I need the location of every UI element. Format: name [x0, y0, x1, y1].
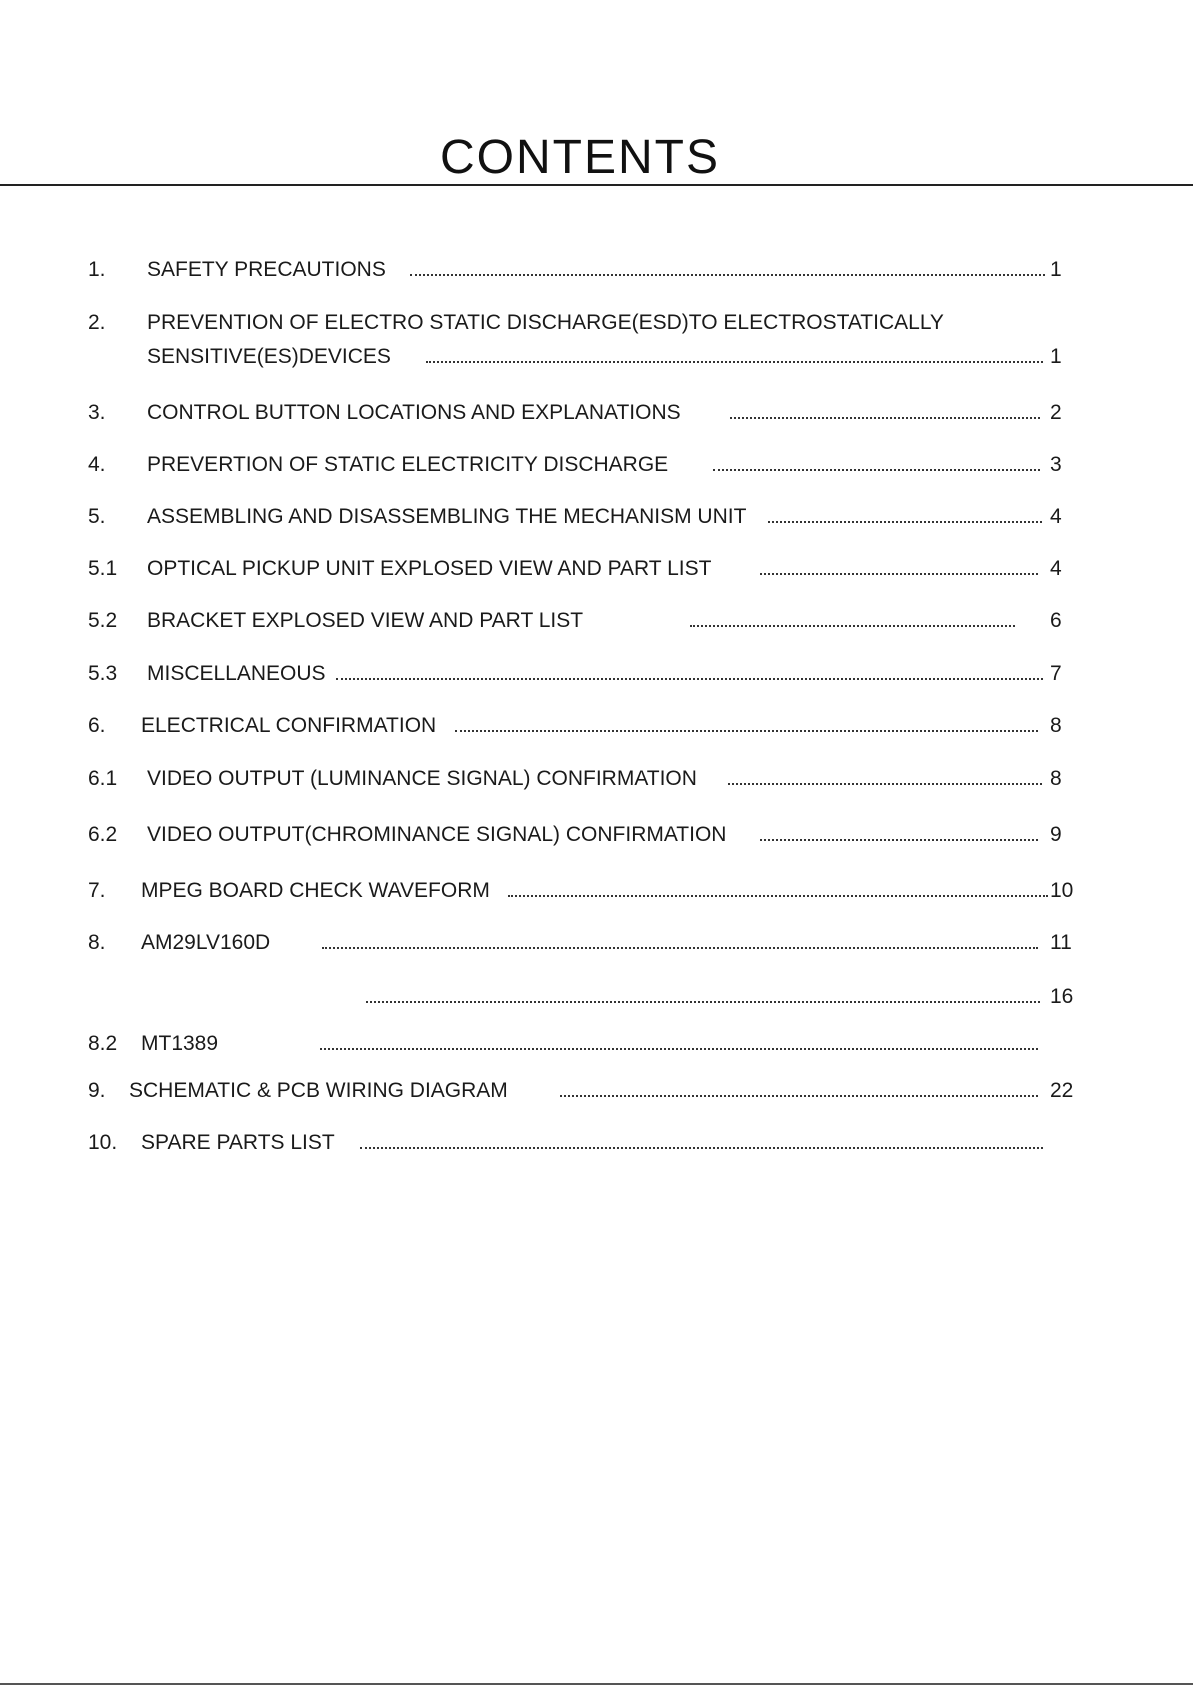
toc-entry-page: 8 — [1050, 714, 1062, 737]
toc-entry[interactable] — [0, 930, 1193, 956]
toc-entry[interactable] — [0, 984, 1193, 1010]
toc-entry-title: OPTICAL PICKUP UNIT EXPLOSED VIEW AND PART LIST — [147, 557, 712, 580]
dot-leader — [455, 730, 1038, 732]
toc-entry[interactable] — [0, 452, 1193, 478]
dot-leader — [360, 1147, 1043, 1149]
toc-entry-number: 7. — [88, 879, 106, 902]
toc-entry-title: SCHEMATIC & PCB WIRING DIAGRAM — [129, 1079, 508, 1102]
toc-entry-title: MISCELLANEOUS — [147, 662, 326, 685]
toc-entry-page: 10 — [1050, 879, 1074, 902]
toc-entry-number: 6.2 — [88, 823, 118, 846]
title-divider — [0, 184, 1193, 186]
dot-leader — [410, 274, 1045, 276]
toc-entry-number: 5.1 — [88, 557, 118, 580]
toc-entry-page: 4 — [1050, 505, 1062, 528]
toc-entry-number: 9. — [88, 1079, 106, 1102]
toc-entry-page: 7 — [1050, 662, 1062, 685]
dot-leader — [426, 361, 1043, 363]
toc-entry[interactable] — [0, 878, 1193, 904]
dot-leader — [508, 895, 1048, 897]
toc-entry[interactable] — [0, 504, 1193, 530]
toc-entry-number: 5.3 — [88, 662, 118, 685]
toc-entry-title: SAFETY PRECAUTIONS — [147, 258, 386, 281]
toc-entry-number: 4. — [88, 453, 106, 476]
toc-entry-title: PREVENTION OF ELECTRO STATIC DISCHARGE(ESD)TO ELECTROSTATICALLY — [147, 311, 944, 334]
toc-entry-title: PREVERTION OF STATIC ELECTRICITY DISCHARGE — [147, 453, 669, 476]
toc-entry[interactable] — [0, 1031, 1193, 1057]
dot-leader — [320, 1048, 1038, 1050]
toc-entry-title: MPEG BOARD CHECK WAVEFORM — [141, 879, 490, 902]
toc-entry-title: BRACKET EXPLOSED VIEW AND PART LIST — [147, 609, 584, 632]
toc-entry[interactable] — [0, 766, 1193, 792]
toc-entry-number: 6. — [88, 714, 106, 737]
toc-entry-number: 8.2 — [88, 1032, 118, 1055]
toc-entry-title: VIDEO OUTPUT(CHROMINANCE SIGNAL) CONFIRMATION — [147, 823, 727, 846]
toc-entry-title: CONTROL BUTTON LOCATIONS AND EXPLANATIONS — [147, 401, 681, 424]
toc-entry-page: 11 — [1050, 931, 1072, 954]
toc-entry-page: 1 — [1050, 258, 1062, 281]
toc-entry[interactable] — [0, 661, 1193, 687]
toc-entry-title: SPARE PARTS LIST — [141, 1131, 335, 1154]
dot-leader — [730, 417, 1040, 419]
dot-leader — [336, 678, 1043, 680]
toc-entry-number: 6.1 — [88, 767, 118, 790]
toc-entry-title: AM29LV160D — [141, 931, 271, 954]
dot-leader — [690, 625, 1015, 627]
dot-leader — [728, 783, 1042, 785]
toc-entry-title: MT1389 — [141, 1032, 219, 1055]
toc-entry-number: 10. — [88, 1131, 118, 1154]
toc-entry-number: 1. — [88, 258, 106, 281]
toc-entry-number: 3. — [88, 401, 106, 424]
toc-entry-number: 8. — [88, 931, 106, 954]
toc-entry-title: SENSITIVE(ES)DEVICES — [147, 345, 391, 368]
toc-entry-page: 2 — [1050, 401, 1062, 424]
dot-leader — [366, 1001, 1040, 1003]
toc-entry[interactable] — [0, 1130, 1193, 1156]
toc-entry[interactable] — [0, 713, 1193, 739]
toc-entry[interactable] — [0, 310, 1193, 336]
toc-entry-page: 1 — [1050, 345, 1062, 368]
toc-entry-page: 6 — [1050, 609, 1062, 632]
toc-entry-page: 22 — [1050, 1079, 1074, 1102]
toc-entry-page: 9 — [1050, 823, 1062, 846]
dot-leader — [760, 573, 1038, 575]
toc-entry-title: ELECTRICAL CONFIRMATION — [141, 714, 437, 737]
toc-entry-page: 8 — [1050, 767, 1062, 790]
toc-entry-page: 16 — [1050, 985, 1074, 1008]
toc-entry-title: VIDEO OUTPUT (LUMINANCE SIGNAL) CONFIRMATION — [147, 767, 697, 790]
toc-entry-page: 4 — [1050, 557, 1062, 580]
dot-leader — [760, 839, 1038, 841]
toc-entry-number: 5.2 — [88, 609, 118, 632]
toc-entry-continuation[interactable] — [0, 344, 1193, 370]
toc-entry[interactable] — [0, 400, 1193, 426]
toc-entry-page: 3 — [1050, 453, 1062, 476]
toc-entry[interactable] — [0, 1078, 1193, 1104]
toc-entry-number: 5. — [88, 505, 106, 528]
toc-entry[interactable] — [0, 822, 1193, 848]
dot-leader — [322, 947, 1038, 949]
toc-entry[interactable] — [0, 608, 1193, 634]
toc-entry-number: 2. — [88, 311, 106, 334]
dot-leader — [560, 1095, 1038, 1097]
dot-leader — [713, 469, 1040, 471]
page-title: CONTENTS — [440, 131, 720, 184]
toc-entry[interactable] — [0, 556, 1193, 582]
toc-entry[interactable] — [0, 257, 1193, 283]
toc-entry-title: ASSEMBLING AND DISASSEMBLING THE MECHANISM UNIT — [147, 505, 747, 528]
dot-leader — [768, 521, 1042, 523]
